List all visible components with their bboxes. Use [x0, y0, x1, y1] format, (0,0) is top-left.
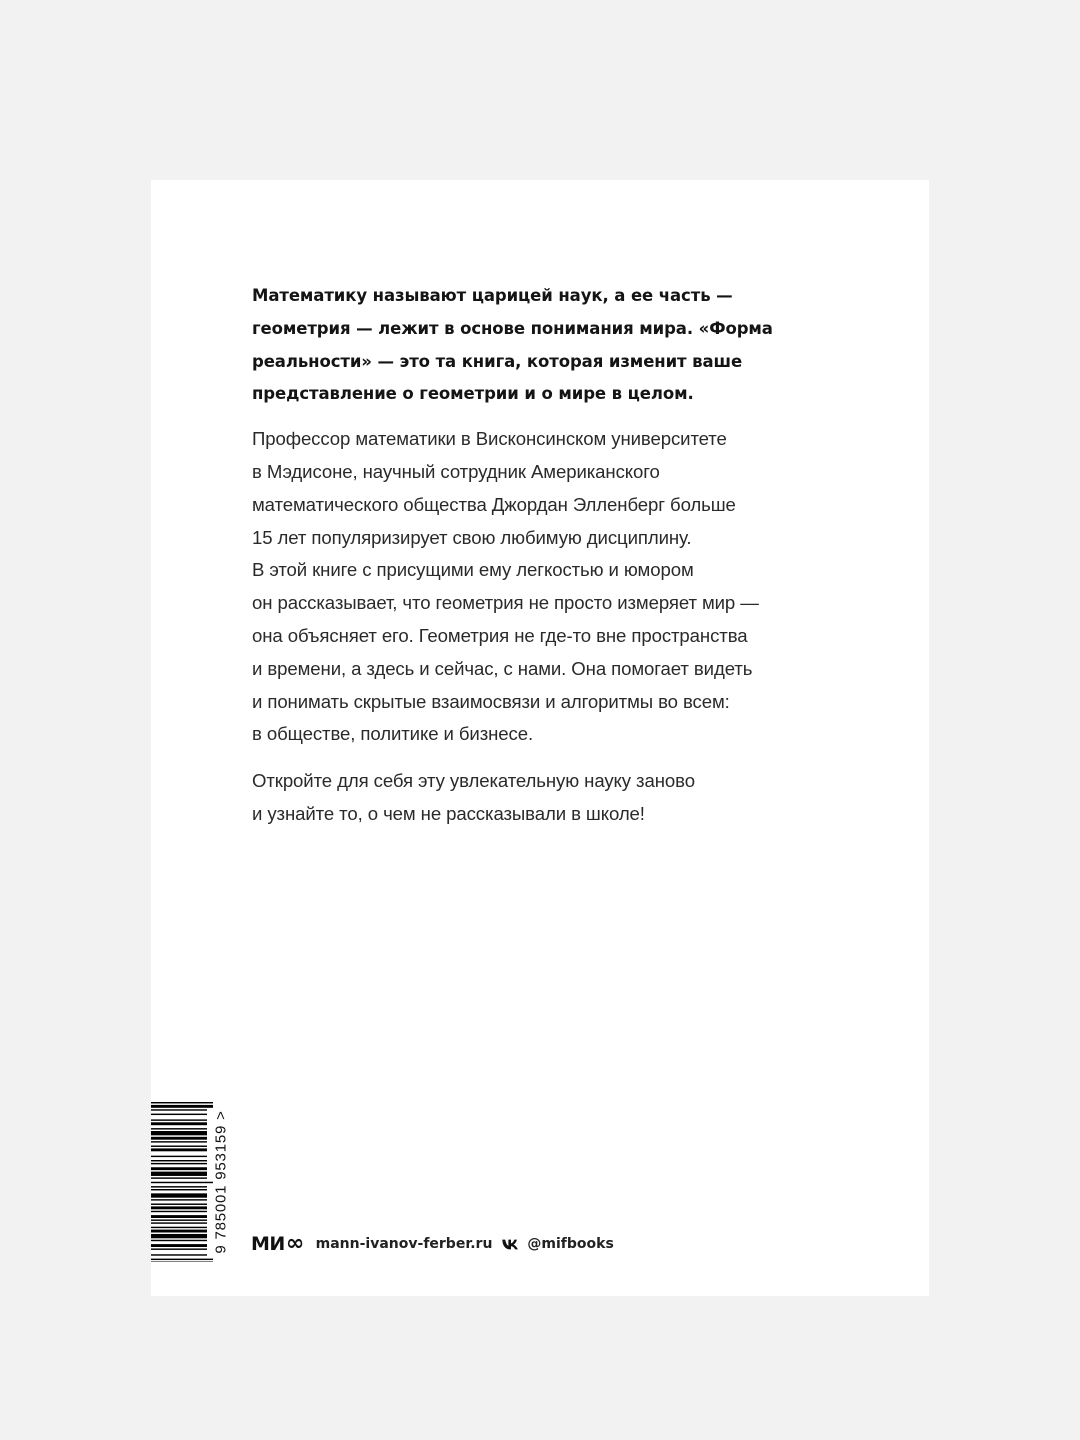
- barcode-bar: [151, 1177, 207, 1178]
- body-line: и понимать скрытые взаимосвязи и алгоритмы во всем:: [252, 690, 730, 712]
- body-line: и времени, а здесь и сейчас, с нами. Она помогает видеть: [252, 657, 753, 679]
- barcode-bar: [151, 1128, 207, 1129]
- logo-infinity: ∞: [285, 1231, 304, 1256]
- body-line: в обществе, политике и бизнесе.: [252, 723, 534, 745]
- barcode-bar: [151, 1156, 207, 1157]
- barcode-bar: [151, 1146, 207, 1147]
- barcode-bar: [151, 1204, 207, 1205]
- barcode-bar: [151, 1222, 207, 1223]
- closing-line: и узнайте то, о чем не рассказывали в школе!: [252, 802, 645, 824]
- body-line: он рассказывает, что геометрия не просто измеряет мир —: [252, 592, 759, 614]
- publisher-footer: [251, 1232, 614, 1256]
- barcode-bar: [151, 1109, 207, 1110]
- closing-line: Откройте для себя эту увлекательную науку заново: [252, 770, 695, 792]
- barcode-bar: [151, 1167, 207, 1170]
- barcode-bar: [151, 1262, 213, 1263]
- publisher-logo: [251, 1233, 304, 1255]
- barcode-bar: [151, 1254, 207, 1255]
- logo-letters: МИ: [251, 1233, 285, 1255]
- body-line: 15 лет популяризирует свою любимую дисциплину.: [252, 526, 692, 548]
- barcode-bar: [151, 1244, 207, 1247]
- barcode-bar: [151, 1199, 207, 1200]
- barcode-bar: [151, 1105, 213, 1108]
- barcode-bar: [151, 1230, 207, 1233]
- body-paragraph: [252, 423, 792, 751]
- barcode-bar: [151, 1248, 207, 1249]
- barcode-bar: [151, 1131, 207, 1135]
- body-line: она объясняет его. Геометрия не где-то вне пространства: [252, 624, 748, 646]
- barcode-bar: [151, 1240, 207, 1241]
- barcode-bar: [151, 1114, 207, 1115]
- book-back-cover: [151, 180, 929, 1296]
- barcode-bar: [151, 1160, 207, 1161]
- barcode-bar: [151, 1219, 207, 1220]
- barcode-bar: [151, 1163, 207, 1164]
- barcode-bar: [151, 1102, 213, 1103]
- barcode-bar: [151, 1206, 207, 1209]
- barcode-bar: [151, 1119, 207, 1120]
- isbn-digits: [211, 1102, 231, 1262]
- barcode-bar: [151, 1193, 207, 1197]
- body-line: В этой книге с присущими ему легкостью и юмором: [252, 559, 694, 581]
- lead-paragraph: [252, 280, 792, 411]
- barcode-bar: [151, 1137, 207, 1140]
- barcode-bar: [151, 1189, 207, 1190]
- barcode-bar: [151, 1259, 213, 1260]
- description-block: [252, 280, 792, 845]
- lead-line: геометрия — лежит в основе понимания мира. «Форма: [252, 318, 773, 338]
- lead-line: Математику называют царицей наук, а ее часть —: [252, 286, 733, 305]
- social-handle[interactable]: @mifbooks: [527, 1236, 614, 1252]
- body-line: в Мэдисоне, научный сотрудник Американского: [252, 460, 660, 482]
- barcode-bar: [151, 1172, 207, 1176]
- barcode-bar: [151, 1122, 207, 1125]
- barcode-bar: [151, 1211, 207, 1212]
- barcode-bar: [151, 1148, 207, 1151]
- body-line: Профессор математики в Висконсинском университете: [252, 428, 727, 450]
- isbn-number: 9 785001 953159 >: [212, 1110, 230, 1254]
- body-line: математического общества Джордан Элленберг больше: [252, 493, 736, 515]
- lead-line: представление о геометрии и о мире в целом.: [252, 384, 694, 404]
- lead-line: реальности» — это та книга, которая изменит ваше: [252, 351, 743, 371]
- vk-icon[interactable]: [502, 1239, 519, 1250]
- barcode-bar: [151, 1182, 213, 1183]
- barcode-bar: [151, 1186, 207, 1187]
- website-link[interactable]: mann-ivanov-ferber.ru: [315, 1236, 493, 1252]
- barcode-bar: [151, 1234, 207, 1238]
- closing-paragraph: [252, 765, 792, 831]
- barcode-bar: [151, 1141, 207, 1142]
- barcode-bar: [151, 1227, 207, 1228]
- barcode-bar: [151, 1215, 207, 1218]
